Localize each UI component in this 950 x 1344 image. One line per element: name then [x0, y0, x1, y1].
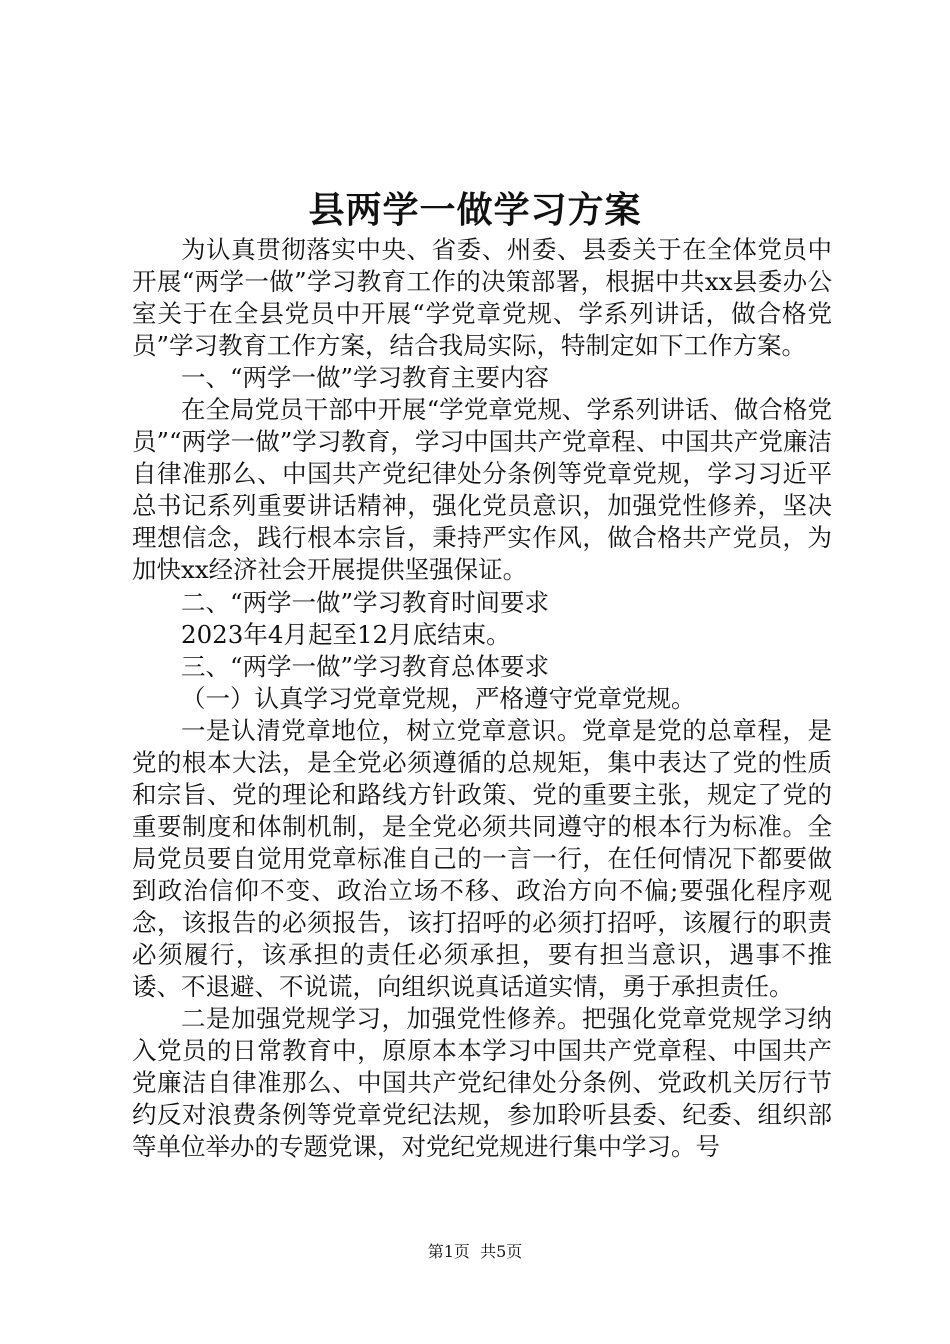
heading-subsection-1: （一）认真学习党章党规，严格遵守党章党规。 [181, 683, 696, 713]
paragraph-point-1: 一是认清党章地位，树立党章意识。党章是党的总章程，是党的根本大法，是全党必须遵循的总规矩，集中表达了党的性质和宗旨、党的理论和路线方针政策、党的重要主张，规定了党的重要制度和体制机制，是全党必须共同遵守的根本行为标准。全局党员要自觉用党章标准自己的一言一行，在任何情况下都要做到政治信仰不变、政治立场不移、政治方向不偏;要强化程序观念，该报告的必须报告，该打招呼的必须打招呼，该履行的职责必须履行，该承担的责任必须承担，要有担当意识，遇事不推诿、不退避、不说谎，向组织说真话道实情，勇于承担责任。 [132, 715, 832, 1002]
page-number: 第1页 [427, 1242, 470, 1261]
paragraph-intro: 为认真贯彻落实中央、省委、州委、县委关于在全体党员中开展“两学一做”学习教育工作的决策部署，根据中共xx县委办公室关于在全县党员中开展“学党章党规、学系列讲话，做合格党员”学习教育工作方案，结合我局实际，特制定如下工作方案。 [132, 235, 832, 361]
page-title: 县两学一做学习方案 [308, 189, 642, 231]
page-total: 共5页 [480, 1242, 523, 1261]
heading-section-1: 一、“两学一做”学习教育主要内容 [181, 363, 550, 393]
paragraph-time: 2023年4月起至12月底结束。 [181, 619, 511, 649]
paragraph-point-2: 二是加强党规学习，加强党性修养。把强化党章党规学习纳入党员的日常教育中，原原本本学习中国共产党章程、中国共产党廉洁自律准那么、中国共产党纪律处分条例、党政机关厉行节约反对浪费条例等党章党纪法规，参加聆听县委、纪委、组织部等单位举办的专题党课，对党纪党规进行集中学习。号 [132, 1004, 832, 1162]
heading-section-2: 二、“两学一做”学习教育时间要求 [181, 587, 550, 617]
heading-section-3: 三、“两学一做”学习教育总体要求 [181, 651, 550, 681]
document-body [132, 234, 832, 1163]
page-footer [0, 1240, 950, 1264]
paragraph-content: 在全局党员干部中开展“学党章党规、学系列讲话、做合格党员”“两学一做”学习教育，学习中国共产党章程、中国共产党廉洁自律准那么、中国共产党纪律处分条例等党章党规，学习习近平总书记系列重要讲话精神，强化党员意识，加强党性修养，坚决理想信念，践行根本宗旨，秉持严实作风，做合格共产党员，为加快xx经济社会开展提供坚强保证。 [132, 395, 832, 585]
